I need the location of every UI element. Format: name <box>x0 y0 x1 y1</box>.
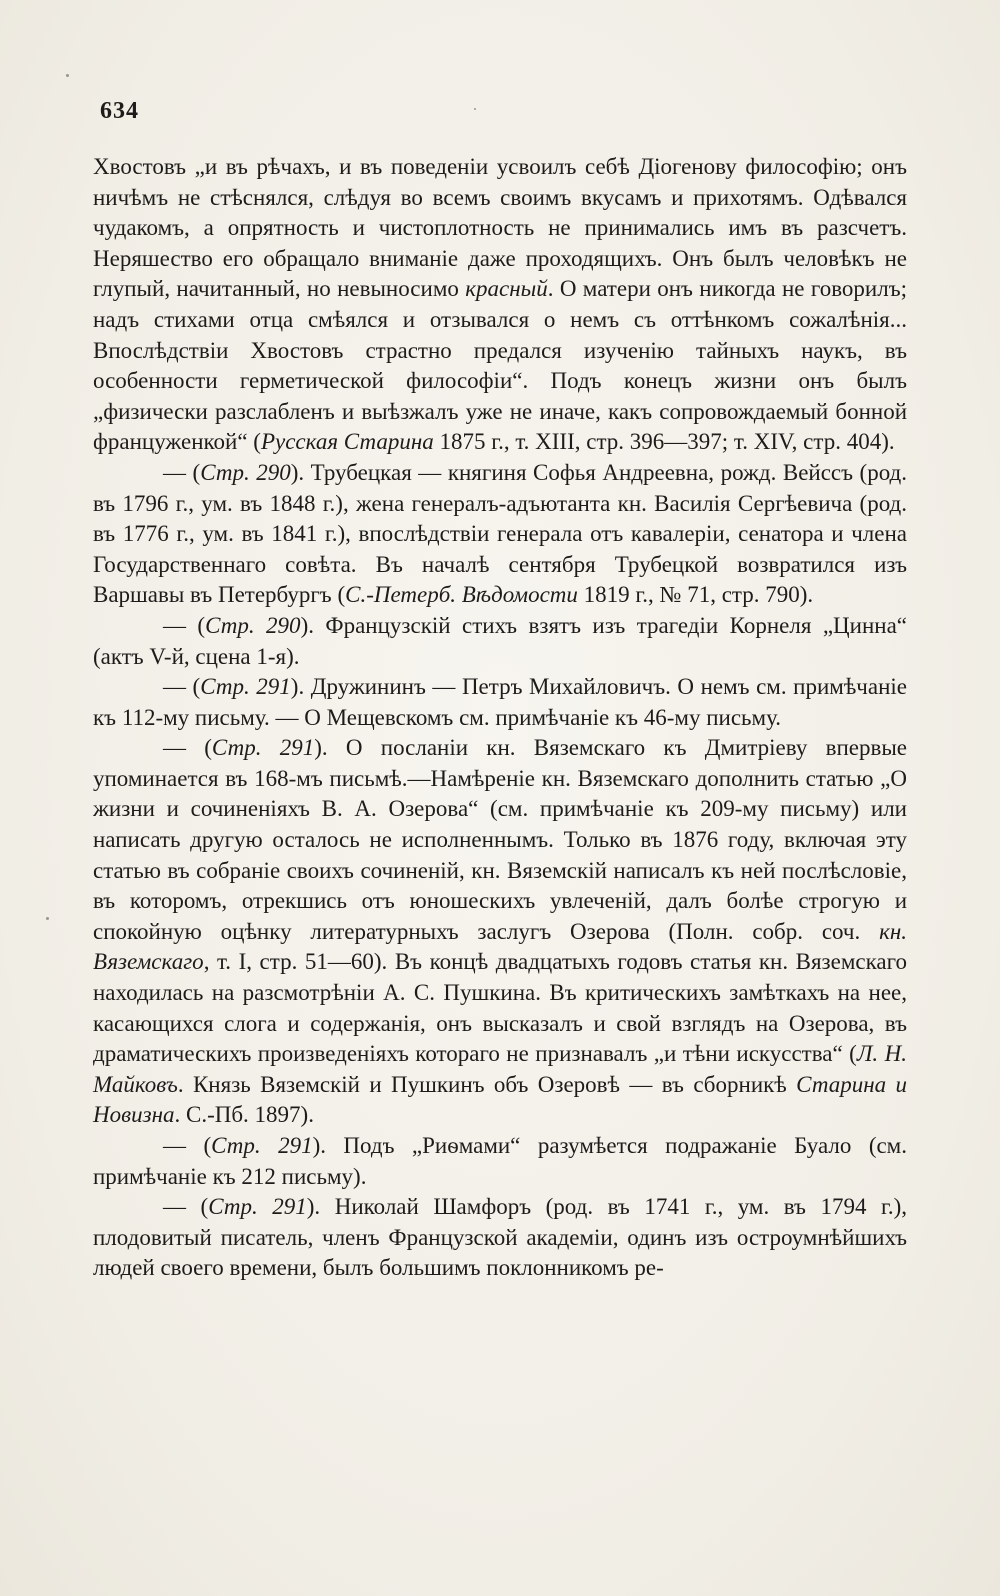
italic-text-segment: Стр. 290 <box>200 459 291 485</box>
italic-text-segment: красный <box>465 276 548 302</box>
text-segment: — ( <box>163 612 206 638</box>
paragraph <box>93 458 907 611</box>
text-segment: — ( <box>163 674 201 700</box>
italic-text-segment: Стр. 291 <box>211 1133 313 1158</box>
text-segment: Хвостовъ „и въ рѣчахъ, и въ поведеніи усвоилъ себѣ Діогенову философію; онъ ничѣмъ не стѣснялся, слѣдуя во всемъ своимъ вкусамъ и прихотямъ. Одѣвался чудакомъ, а опрятность и чистоплотность не принимались имъ въ разсчетъ. Неряшество его обращало вниманіе даже проходящихъ. Онъ былъ человѣкъ не глупый, начитанный, но невыносимо <box>93 154 907 302</box>
text-segment: . Князь Вяземскій и Пушкинъ объ Озеровѣ — въ сборникѣ <box>177 1071 797 1097</box>
text-segment: . О матери онъ никогда не говорилъ; надъ стихами отца смѣялся и отзывался о немъ съ оттѣнкомъ сожалѣнія... Впослѣдствіи Хвостовъ страстно предался изученію тайныхъ наукъ, въ особенности герметической философіи“. Подъ конецъ жизни онъ былъ „физически разслабленъ и выѣзжалъ уже не иначе, какъ сопровождаемый бонной француженкой“ ( <box>93 276 907 455</box>
paragraph <box>93 1192 907 1284</box>
print-speck <box>66 74 69 77</box>
text-segment: ). О посланіи кн. Вяземскаго къ Дмитріеву впервые упоминается въ 168-мъ письмѣ.—Намѣреніе кн. Вяземскаго дополнить статью „О жизни и сочиненіяхъ В. А. Озерова“ (см. примѣчаніе къ 209-му письму) или написать другую осталось не исполненнымъ. Только въ 1876 году, включая эту статью въ собраніе своихъ сочиненій, кн. Вяземскій написалъ къ ней послѣсловіе, въ которомъ, отрекшись отъ юношескихъ увлеченій, далъ болѣе строгую и спокойную оцѣнку литературныхъ заслугъ Озерова (Полн. собр. соч. <box>93 735 907 944</box>
italic-text-segment: Стр. 291 <box>200 674 291 700</box>
italic-text-segment: Старина и Новизна <box>93 1071 907 1128</box>
paragraph <box>93 152 907 458</box>
text-segment: — ( <box>163 735 212 761</box>
italic-text-segment: Л. Н. Майковъ <box>93 1041 907 1097</box>
text-segment: ). Французскій стихъ взятъ изъ трагедіи Корнеля „Цинна“ (актъ V-й, сцена 1-я). <box>93 612 907 669</box>
italic-text-segment: Русская Старина <box>260 429 434 455</box>
text-segment: — ( <box>163 459 201 485</box>
italic-text-segment: С.-Петерб. Вѣдомости <box>345 582 578 608</box>
text-segment: ). Подъ „Риѳмами“ разумѣется подражаніе Буало (см. примѣчаніе къ 212 письму). <box>93 1133 907 1189</box>
print-speck <box>474 108 476 110</box>
italic-text-segment: Стр. 291 <box>208 1194 307 1220</box>
body-text <box>93 152 907 1284</box>
italic-text-segment: Стр. 290 <box>205 612 301 638</box>
text-segment: , т. I, стр. 51—60). Въ концѣ двадцатыхъ годовъ статья кн. Вяземскаго находилась на разсмотрѣніи А. С. Пушкина. Въ критическихъ замѣткахъ на нее, касающихся слога и содержанія, онъ высказалъ и свой взглядъ на Озерова, въ драматическихъ произведеніяхъ котораго не признавалъ „и тѣни искусства“ ( <box>93 949 907 1067</box>
text-segment: . С.-Пб. 1897). <box>174 1102 314 1128</box>
paragraph <box>93 611 907 672</box>
italic-text-segment: Стр. 291 <box>211 735 315 761</box>
page-number: 634 <box>100 98 139 124</box>
paragraph <box>93 733 907 1131</box>
paragraph <box>93 1131 907 1192</box>
text-segment: — ( <box>163 1194 209 1220</box>
text-segment: ). Николай Шамфоръ (род. въ 1741 г., ум. въ 1794 г.), плодовитый писатель, членъ Французской академіи, одинъ изъ остроумнѣйшихъ людей своего времени, былъ большимъ поклонникомъ ре- <box>93 1194 908 1281</box>
text-segment: 1875 г., т. XIII, стр. 396—397; т. XIV, стр. 404). <box>433 429 895 455</box>
italic-text-segment: кн. Вяземскаго <box>93 918 907 975</box>
text-segment: — ( <box>163 1133 212 1158</box>
text-segment: ). Дружининъ — Петръ Михайловичъ. О немъ см. примѣчаніе къ 112-му письму. — О Мещевскомъ см. примѣчаніе къ 46-му письму. <box>93 674 907 730</box>
print-speck <box>46 917 49 920</box>
text-segment: 1819 г., № 71, стр. 790). <box>577 582 814 608</box>
text-segment: ). Трубецкая — княгиня Софья Андреевна, рожд. Вейссъ (род. въ 1796 г., ум. въ 1848 г.), жена генералъ-адъютанта кн. Василія Сергѣевича (род. въ 1776 г., ум. въ 1841 г.), впослѣдствіи генерала отъ кавалеріи, сенатора и члена Государственнаго совѣта. Въ началѣ сентября Трубецкой возвратился изъ Варшавы въ Петербургъ ( <box>93 459 907 608</box>
paragraph <box>93 672 907 733</box>
